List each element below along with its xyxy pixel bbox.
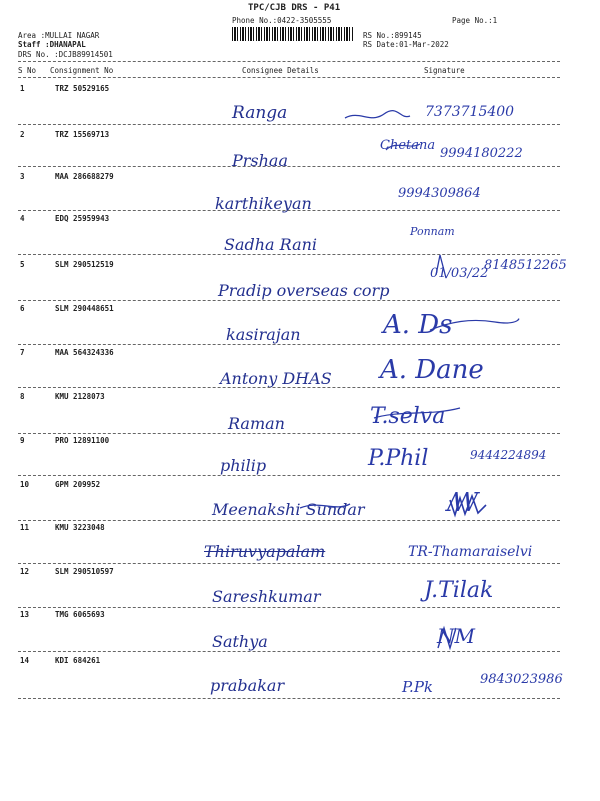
row-consignment: KDI 684261 (55, 656, 101, 665)
row-consignment: TRZ 15569713 (55, 130, 110, 139)
row-sno: 11 (20, 523, 30, 532)
row-consignment: SLM 290512519 (55, 260, 114, 269)
row-sno: 6 (20, 304, 25, 313)
row-consignment: TRZ 50529165 (55, 84, 110, 93)
rs-date: RS Date:01-Mar-2022 (363, 40, 449, 49)
phone-handwritten: 9994180222 (440, 146, 523, 161)
row-sno: 10 (20, 480, 30, 489)
row-consignment: EDQ 25959943 (55, 214, 110, 223)
consignee-name: kasirajan (226, 325, 301, 344)
report-title: TPC/CJB DRS - P41 (248, 3, 341, 13)
signature-scribble: ꟿ (447, 488, 479, 518)
consignee-name: Pradip overseas corp (218, 281, 390, 300)
signature: A. Ds (383, 310, 453, 340)
consignee-name: Sadha Rani (224, 235, 318, 254)
area: Area :MULLAI NAGAR (18, 31, 100, 40)
consignee-name: Sathya (212, 632, 268, 651)
row-sno: 4 (20, 214, 25, 223)
row-consignment: KMU 2128073 (55, 392, 105, 401)
phone-number: Phone No.:0422-3505555 (232, 16, 332, 25)
col-consignee: Consignee Details (242, 66, 319, 75)
consignee-name: Sareshkumar (212, 587, 321, 606)
page-number: Page No.:1 (452, 16, 498, 25)
row-consignment: KMU 3223048 (55, 523, 105, 532)
consignee-name: prabakar (210, 676, 285, 695)
phone-handwritten: 9994309864 (398, 186, 481, 201)
row-sno: 1 (20, 84, 25, 93)
staff: Staff :DHANAPAL (18, 40, 86, 49)
consignee-name: Ranga (232, 103, 288, 123)
row-sno: 5 (20, 260, 25, 269)
row-consignment: TMG 6065693 (55, 610, 105, 619)
phone-handwritten: 9843023986 (480, 672, 563, 687)
signature: J.Tilak (424, 578, 494, 603)
consignee-name: Meenakshi Sundar (212, 500, 365, 519)
row-sno: 2 (20, 130, 25, 139)
row-consignment: PRO 12891100 (55, 436, 110, 445)
rs-number: RS No.:899145 (363, 31, 422, 40)
signature: TR-Thamaraiselvi (408, 544, 533, 560)
consignee-name: philip (220, 456, 267, 475)
row-consignment: SLM 290448651 (55, 304, 114, 313)
row-sno: 14 (20, 656, 30, 665)
signature: A. Dane (380, 355, 484, 385)
row-sno: 9 (20, 436, 25, 445)
consignee-name: Raman (228, 414, 285, 433)
consignee-name: Antony DHAS (220, 369, 332, 388)
consignee-name: karthikeyan (215, 194, 312, 213)
col-consignment: Consignment No (50, 66, 114, 75)
signature: Chetana (380, 138, 436, 153)
col-sno: S No (18, 66, 37, 75)
row-consignment: SLM 290510597 (55, 567, 114, 576)
consignee-name: Thiruvyapalam (204, 542, 326, 561)
row-sno: 13 (20, 610, 30, 619)
row-consignment: GPM 209952 (55, 480, 101, 489)
signature: 01/03/22 (430, 266, 489, 281)
row-consignment: MAA 564324336 (55, 348, 114, 357)
drs-number: DRS No. :DCJB89914501 (18, 50, 113, 59)
signature: Ponnam (410, 225, 455, 238)
row-sno: 3 (20, 172, 25, 181)
phone-handwritten: 9444224894 (470, 448, 547, 462)
signature: P.Pk (402, 678, 434, 696)
phone-handwritten: 8148512265 (484, 258, 567, 273)
row-sno: 7 (20, 348, 25, 357)
col-signature: Signature (424, 66, 465, 75)
signature: NM (437, 624, 475, 648)
signature: T.selva (370, 404, 446, 429)
signature: P.Phil (368, 446, 429, 471)
row-sno: 8 (20, 392, 25, 401)
row-sno: 12 (20, 567, 30, 576)
phone-handwritten: 7373715400 (425, 104, 515, 120)
row-consignment: MAA 286688279 (55, 172, 114, 181)
consignee-name: Prshaa (232, 151, 289, 170)
